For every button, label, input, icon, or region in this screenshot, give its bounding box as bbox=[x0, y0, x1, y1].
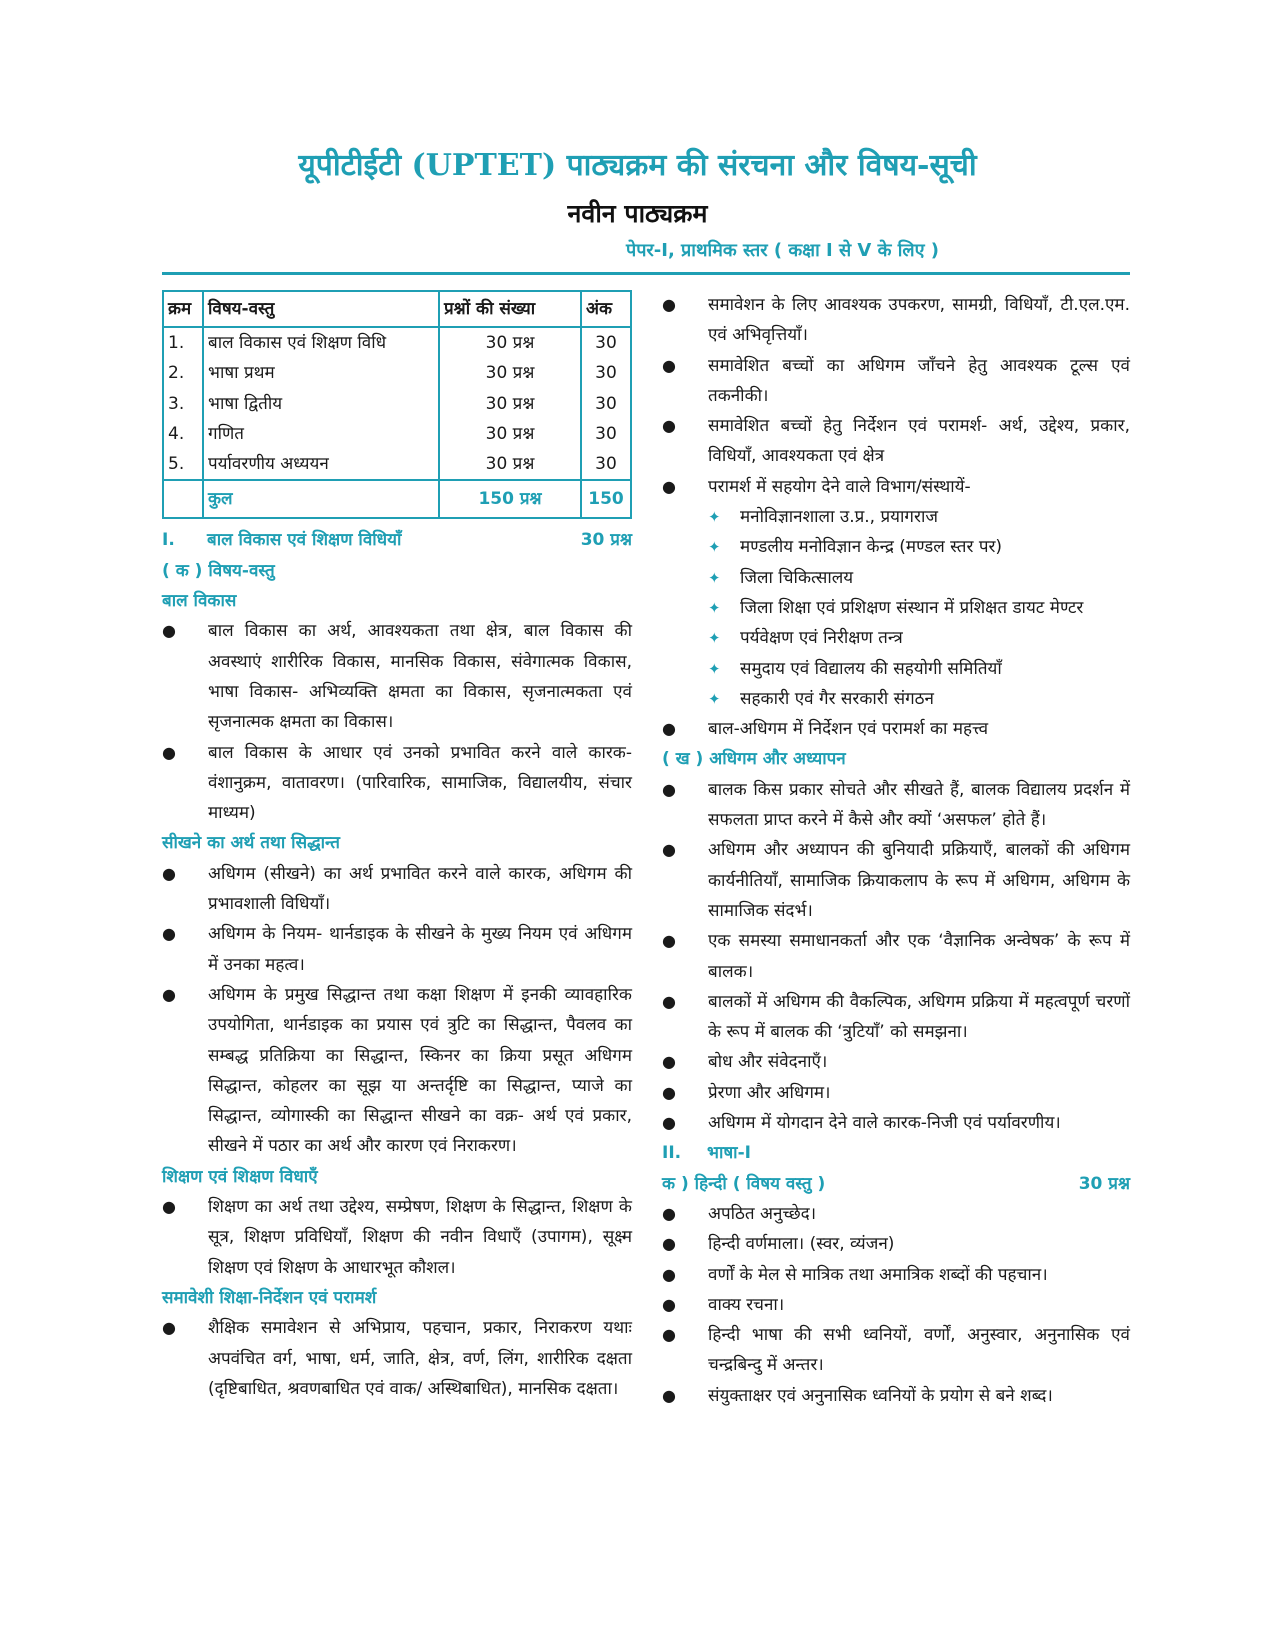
list-item bbox=[662, 472, 1130, 502]
table-body bbox=[163, 327, 631, 480]
header-subject: विषय-वस्तु bbox=[203, 291, 439, 327]
bullet-icon: ● bbox=[162, 924, 176, 944]
section-1-heading bbox=[162, 525, 632, 555]
list-item-text: वाक्य रचना। bbox=[708, 1294, 785, 1315]
list-item bbox=[662, 1047, 1130, 1077]
list-item-text: समावेशन के लिए आवश्यक उपकरण, सामग्री, विधियाँ, टी.एल.एम. एवं अभिवृत्तियाँ। bbox=[708, 295, 1130, 346]
bullet-icon: ● bbox=[662, 931, 676, 951]
sub-list-item-text: पर्यवेक्षण एवं निरीक्षण तन्त्र bbox=[740, 628, 903, 649]
row-questions: 30 प्रश्न bbox=[439, 419, 581, 449]
total-questions: 150 प्रश्न bbox=[439, 480, 581, 518]
list-item bbox=[662, 775, 1130, 836]
table-row bbox=[163, 389, 631, 419]
sub-list-item bbox=[662, 593, 1130, 623]
list-item-text: अपठित अनुच्छेद। bbox=[708, 1203, 817, 1224]
section-1-count: 30 प्रश्न bbox=[580, 530, 632, 551]
row-marks: 30 bbox=[581, 358, 631, 388]
table-row bbox=[163, 358, 631, 388]
header-serial: क्रम bbox=[163, 291, 203, 327]
bal-vikas-list bbox=[162, 616, 632, 828]
bullet-icon: ● bbox=[662, 1203, 676, 1223]
paper-level-line: पेपर-I, प्राथमिक स्तर ( कक्षा I से V के लिए ) bbox=[625, 240, 940, 261]
list-item-text: समावेशित बच्चों का अधिगम जाँचने हेतु आवश्यक टूल्स एवं तकनीकी। bbox=[708, 355, 1130, 406]
section-1-numeral: I. bbox=[162, 530, 175, 551]
bullet-icon: ● bbox=[162, 863, 176, 883]
list-item bbox=[162, 1313, 632, 1404]
list-item bbox=[162, 919, 632, 980]
row-serial: 3. bbox=[163, 389, 203, 419]
institutions-list bbox=[662, 502, 1130, 714]
bullet-icon: ● bbox=[662, 1113, 676, 1133]
list-item-text: अधिगम में योगदान देने वाले कारक-निजी एवं पर्यावरणीय। bbox=[708, 1113, 1061, 1134]
adhigam-list bbox=[662, 775, 1130, 1139]
shikshan-list bbox=[162, 1192, 632, 1283]
row-marks: 30 bbox=[581, 327, 631, 358]
list-item bbox=[162, 859, 632, 920]
page-subtitle: नवीन पाठ्यक्रम bbox=[567, 199, 708, 228]
bullet-icon: ● bbox=[662, 295, 676, 314]
bullet-icon: ● bbox=[162, 1197, 176, 1217]
sub-list-item bbox=[662, 563, 1130, 593]
sub-list-item bbox=[662, 623, 1130, 653]
bullet-icon: ● bbox=[662, 1385, 676, 1405]
list-item-text: अधिगम (सीखने) का अर्थ प्रभावित करने वाले कारक, अधिगम की प्रभावशाली विधियाँ। bbox=[208, 863, 632, 915]
table-total-row bbox=[163, 480, 631, 518]
hindi-count: 30 प्रश्न bbox=[1078, 1173, 1130, 1194]
sub-list-item-text: जिला चिकित्सालय bbox=[740, 567, 854, 588]
bullet-icon: ● bbox=[662, 1325, 676, 1345]
star-bullet-icon: ✦ bbox=[708, 598, 721, 617]
bullet-icon: ● bbox=[162, 1318, 176, 1338]
subsection-kha-heading: ( ख ) अधिगम और अध्यापन bbox=[662, 749, 846, 770]
list-item-text: वर्णों के मेल से मात्रिक तथा अमात्रिक शब्दों की पहचान। bbox=[708, 1264, 1048, 1285]
list-item bbox=[662, 1320, 1130, 1381]
star-bullet-icon: ✦ bbox=[708, 659, 721, 678]
left-column bbox=[162, 290, 632, 1404]
bullet-icon: ● bbox=[662, 355, 676, 375]
table-row bbox=[163, 449, 631, 480]
list-item-text: बोध और संवेदनाएँ। bbox=[708, 1052, 828, 1073]
list-item bbox=[662, 1229, 1130, 1259]
bullet-icon: ● bbox=[662, 1052, 676, 1072]
header-questions: प्रश्नों की संख्या bbox=[439, 291, 581, 327]
sub-list-item-text: मण्डलीय मनोविज्ञान केन्द्र (मण्डल स्तर पर) bbox=[740, 537, 1003, 558]
section-2-title: भाषा-I bbox=[707, 1143, 751, 1164]
list-item-text: अधिगम के प्रमुख सिद्धान्त तथा कक्षा शिक्षण में इनकी व्यावहारिक उपयोगिता, थार्नडाइक का प्रयास एवं त्रुटि का सिद्धान्त, पैवलव का सम्बद्ध प्रतिक्रिया का सिद्धान्त, स्किनर का क्रिया प्रसूत अधिगम सिद्धान्त, कोहलर का सूझ या अन्तर्दृष्टि का सिद्धान्त, प्याजे का सिद्धान्त, व्योगास्की का सिद्धान्त सीखने का वक्र- अर्थ एवं प्रकार, सीखने में पठार का अर्थ और कारण एवं निराकरण। bbox=[208, 984, 632, 1157]
list-item bbox=[662, 1260, 1130, 1290]
total-marks: 150 bbox=[581, 480, 631, 518]
section-2-heading bbox=[662, 1138, 1130, 1168]
list-item bbox=[662, 1108, 1130, 1138]
row-marks: 30 bbox=[581, 389, 631, 419]
list-item-text: समावेशित बच्चों हेतु निर्देशन एवं परामर्श- अर्थ, उद्देश्य, प्रकार, विधियाँ, आवश्यकता एवं क्षेत्र bbox=[708, 416, 1130, 467]
list-item bbox=[662, 290, 1130, 351]
page-title: यूपीटीईटी (UPTET) पाठ्यक्रम की संरचना और विषय-सूची bbox=[298, 148, 977, 183]
inclusion-list bbox=[662, 290, 1130, 502]
total-blank bbox=[163, 480, 203, 518]
list-item-text: बाल विकास का अर्थ, आवश्यकता तथा क्षेत्र, बाल विकास की अवस्थाएं शारीरिक विकास, मानसिक विकास, संवेगात्मक विकास, भाषा विकास- अभिव्यक्ति क्षमता का विकास, सृजनात्मकता एवं सृजनात्मक क्षमता का विकास। bbox=[208, 621, 632, 733]
list-item-text: बाल-अधिगम में निर्देशन एवं परामर्श का महत्त्व bbox=[708, 719, 989, 740]
list-item bbox=[662, 835, 1130, 926]
syllabus-table bbox=[162, 290, 632, 519]
bullet-icon: ● bbox=[662, 416, 676, 436]
row-questions: 30 प्रश्न bbox=[439, 449, 581, 480]
bullet-icon: ● bbox=[662, 991, 676, 1011]
bullet-icon: ● bbox=[662, 1082, 676, 1102]
subsection-ka-heading: ( क ) विषय-वस्तु bbox=[162, 560, 275, 581]
list-item bbox=[662, 1290, 1130, 1320]
seekhne-heading: सीखने का अर्थ तथा सिद्धान्त bbox=[162, 833, 340, 854]
list-item-text: संयुक्ताक्षर एवं अनुनासिक ध्वनियों के प्रयोग से बने शब्द। bbox=[708, 1385, 1053, 1406]
bullet-icon: ● bbox=[162, 984, 176, 1004]
list-item bbox=[662, 987, 1130, 1048]
list-item-text: परामर्श में सहयोग देने वाले विभाग/संस्थायें- bbox=[708, 476, 971, 497]
list-item bbox=[662, 1381, 1130, 1411]
star-bullet-icon: ✦ bbox=[708, 538, 721, 557]
list-item-text: शैक्षिक समावेशन से अभिप्राय, पहचान, प्रकार, निराकरण यथाः अपवंचित वर्ग, भाषा, धर्म, जाति, क्षेत्र, वर्ण, लिंग, शारीरिक दक्षता (दृष्टिबाधित, श्रवणबाधित एवं वाक/ अस्थिबाधित), मानसिक दक्षता। bbox=[208, 1318, 632, 1399]
list-item bbox=[662, 411, 1130, 472]
row-subject: पर्यावरणीय अध्ययन bbox=[203, 449, 439, 480]
sub-list-item-text: जिला शिक्षा एवं प्रशिक्षण संस्थान में प्रशिक्षत डायट मेण्टर bbox=[740, 597, 1084, 618]
list-item-text: बालक किस प्रकार सोचते और सीखते हैं, बालक विद्यालय प्रदर्शन में सफलता प्राप्त करने में कैसे और क्यों ‘असफल’ होते हैं। bbox=[708, 779, 1130, 831]
row-questions: 30 प्रश्न bbox=[439, 389, 581, 419]
star-bullet-icon: ✦ bbox=[708, 629, 721, 648]
list-item bbox=[662, 1199, 1130, 1229]
bullet-icon: ● bbox=[162, 621, 176, 641]
sub-list-item-text: समुदाय एवं विद्यालय की सहयोगी समितियाँ bbox=[740, 658, 1002, 679]
bullet-icon: ● bbox=[662, 840, 676, 860]
total-label: कुल bbox=[203, 480, 439, 518]
row-questions: 30 प्रश्न bbox=[439, 327, 581, 358]
bullet-icon: ● bbox=[662, 1294, 676, 1314]
list-item bbox=[162, 616, 632, 737]
samaveshi-list bbox=[162, 1313, 632, 1404]
star-bullet-icon: ✦ bbox=[708, 689, 721, 708]
list-item bbox=[162, 980, 632, 1162]
hindi-title: क ) हिन्दी ( विषय वस्तु ) bbox=[662, 1173, 826, 1194]
list-item-text: हिन्दी भाषा की सभी ध्वनियों, वर्णों, अनुस्वार, अनुनासिक एवं चन्द्रबिन्दु में अन्तर। bbox=[708, 1325, 1130, 1376]
list-item bbox=[662, 714, 1130, 744]
hindi-list bbox=[662, 1199, 1130, 1411]
sub-list-item bbox=[662, 532, 1130, 562]
row-subject: भाषा द्वितीय bbox=[203, 389, 439, 419]
seekhne-list bbox=[162, 859, 632, 1162]
row-serial: 2. bbox=[163, 358, 203, 388]
bullet-icon: ● bbox=[662, 1234, 676, 1254]
row-subject: भाषा प्रथम bbox=[203, 358, 439, 388]
row-serial: 5. bbox=[163, 449, 203, 480]
header-marks: अंक bbox=[581, 291, 631, 327]
list-item bbox=[662, 351, 1130, 412]
bullet-icon: ● bbox=[662, 1264, 676, 1284]
sub-list-item bbox=[662, 654, 1130, 684]
sub-list-item bbox=[662, 684, 1130, 714]
list-item-text: शिक्षण का अर्थ तथा उद्देश्य, सम्प्रेषण, शिक्षण के सिद्धान्त, शिक्षण के सूत्र, शिक्षण प्रविधियाँ, शिक्षण की नवीन विधाएँ (उपागम), सूक्ष्म शिक्षण एवं शिक्षण के आधारभूत कौशल। bbox=[208, 1197, 632, 1278]
list-item-text: बाल विकास के आधार एवं उनको प्रभावित करने वाले कारक- वंशानुक्रम, वातावरण। (पारिवारिक, सामाजिक, विद्यालयीय, संचार माध्यम) bbox=[208, 742, 632, 824]
hindi-heading bbox=[662, 1169, 1130, 1199]
row-marks: 30 bbox=[581, 419, 631, 449]
bullet-icon: ● bbox=[662, 719, 676, 739]
row-serial: 4. bbox=[163, 419, 203, 449]
sub-list-item bbox=[662, 502, 1130, 532]
right-column bbox=[662, 290, 1130, 1411]
list-item bbox=[162, 738, 632, 829]
list-item bbox=[162, 1192, 632, 1283]
row-subject: गणित bbox=[203, 419, 439, 449]
shikshan-heading: शिक्षण एवं शिक्षण विधाएँ bbox=[162, 1166, 318, 1187]
sub-list-item-text: मनोविज्ञानशाला उ.प्र., प्रयागराज bbox=[740, 507, 938, 528]
row-subject: बाल विकास एवं शिक्षण विधि bbox=[203, 327, 439, 358]
list-item-text: प्रेरणा और अधिगम। bbox=[708, 1082, 831, 1103]
table-header-row bbox=[163, 291, 631, 327]
row-questions: 30 प्रश्न bbox=[439, 358, 581, 388]
list-item-text: हिन्दी वर्णमाला। (स्वर, व्यंजन) bbox=[708, 1234, 895, 1255]
star-bullet-icon: ✦ bbox=[708, 508, 721, 527]
samaveshi-heading: समावेशी शिक्षा-निर्देशन एवं परामर्श bbox=[162, 1287, 377, 1308]
list-item bbox=[662, 926, 1130, 987]
sub-list-item-text: सहकारी एवं गैर सरकारी संगठन bbox=[740, 688, 934, 709]
row-marks: 30 bbox=[581, 449, 631, 480]
bullet-icon: ● bbox=[662, 476, 676, 496]
table-row bbox=[163, 327, 631, 358]
bullet-icon: ● bbox=[662, 779, 676, 799]
row-serial: 1. bbox=[163, 327, 203, 358]
bal-vikas-heading: बाल विकास bbox=[162, 591, 237, 612]
section-1-title: बाल विकास एवं शिक्षण विधियाँ bbox=[207, 530, 402, 551]
list-item-text: एक समस्या समाधानकर्ता और एक ‘वैज्ञानिक अन्वेषक’ के रूप में बालक। bbox=[708, 931, 1130, 982]
list-item bbox=[662, 1078, 1130, 1108]
list-item-text: बालकों में अधिगम की वैकल्पिक, अधिगम प्रक्रिया में महत्वपूर्ण चरणों के रूप में बालक की ‘त्रुटियाँ’ को समझना। bbox=[708, 991, 1130, 1043]
header-divider bbox=[162, 272, 1130, 275]
table-row bbox=[163, 419, 631, 449]
star-bullet-icon: ✦ bbox=[708, 568, 721, 587]
section-2-numeral: II. bbox=[662, 1143, 682, 1164]
list-item-text: अधिगम के नियम- थार्नडाइक के सीखने के मुख्य नियम एवं अधिगम में उनका महत्व। bbox=[208, 924, 632, 975]
bullet-icon: ● bbox=[162, 742, 176, 762]
list-item-text: अधिगम और अध्यापन की बुनियादी प्रक्रियाएँ, बालकों की अधिगम कार्यनीतियाँ, सामाजिक क्रियाकलाप के रूप में अधिगम, अधिगम के सामाजिक संदर्भ। bbox=[708, 840, 1130, 921]
